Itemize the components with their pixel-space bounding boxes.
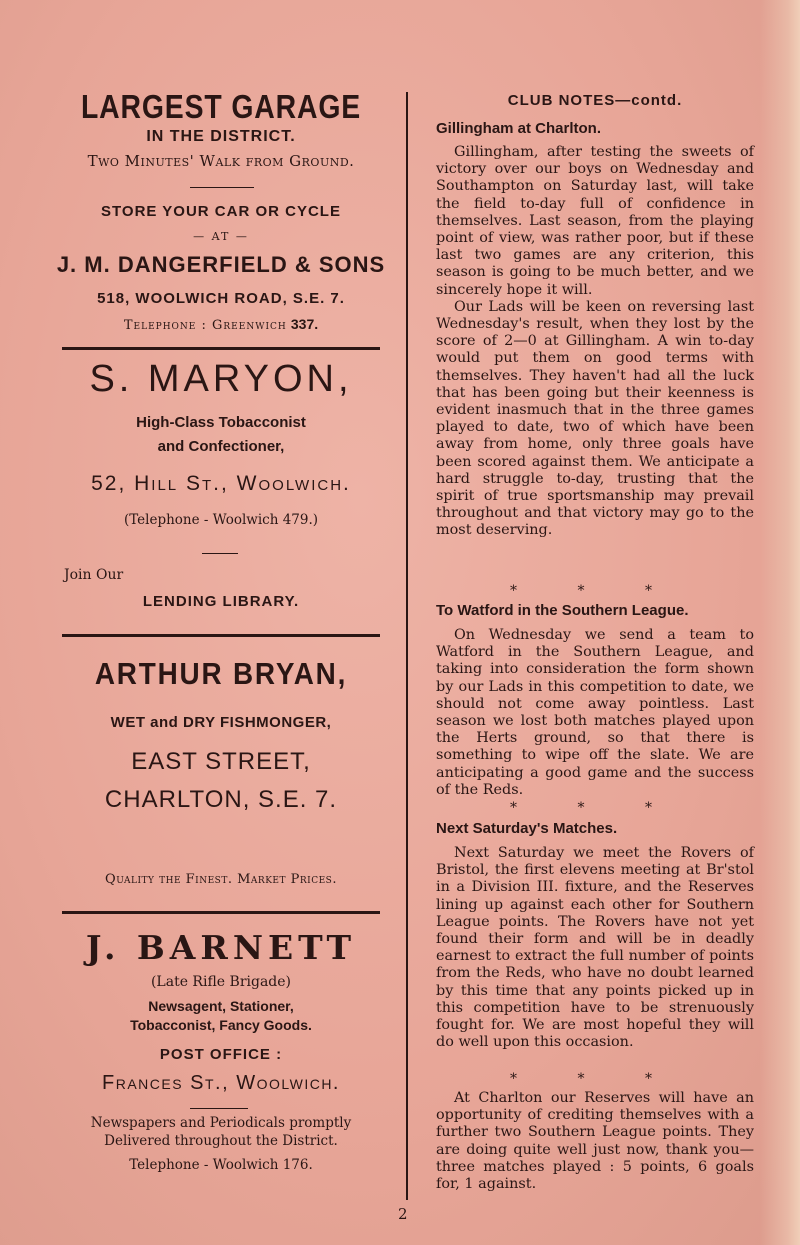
section-divider-stars: * * * xyxy=(510,800,680,816)
paragraph: Next Saturday we meet the Rovers of Bristol, the first elevens meeting at Br'stol in a Division III. fixture, and the Reserves lining up against each other for Southern League points. The Rovers have not yet found their form and will be in deadly earnest to extract the full number of points from the Reds, who have no doubt learned by this time that any points picked up in this competition have to be strenuously fought for. We are most hopeful they will do well upon this occasion. xyxy=(436,845,754,1051)
garage-title: LARGEST GARAGE xyxy=(80,88,362,125)
maryon-line2: and Confectioner, xyxy=(157,438,285,455)
section-next-saturday xyxy=(436,845,754,1051)
paragraph: Our Lads will be keen on reversing last Wednesday's result, when they lost by the score of 2—0 at Gillingham. A win to-day would put them on good terms with themselves. They haven't had all the luck that has been going but their keenness is evident inasmuch that in the three games played to date, two of which have been away from home, only three goals have been scored against them. We anticipate a hard struggle to-day, trusting that the spirit of true sportsmanship may prevail throughout and that victory may go to the most deserving. xyxy=(436,298,754,539)
section-heading-watford: To Watford in the Southern League. xyxy=(436,602,689,619)
bryan-trade: WET and DRY FISHMONGER, xyxy=(110,714,332,731)
garage-name: J. M. DANGERFIELD & SONS xyxy=(56,252,386,277)
divider xyxy=(190,187,254,188)
garage-at: — AT — xyxy=(193,230,249,243)
paragraph: On Wednesday we send a team to Watford in the Southern League, and taking into consideration the form shown by our Lads in this competition to date, we should not come away pointless. Last season we lost both matches played upon the Herts ground, so that there is something to wipe off the slate. We are anticipating a good game and the success of the Reds. xyxy=(436,627,754,798)
ad-separator xyxy=(62,634,380,637)
bryan-town: CHARLTON, S.E. 7. xyxy=(104,786,338,813)
bryan-street: EAST STREET, xyxy=(131,748,311,775)
garage-subtitle: IN THE DISTRICT. xyxy=(146,128,296,145)
maryon-name: S. MARYON, xyxy=(89,358,353,400)
page-edge xyxy=(760,0,800,1245)
barnett-delivery2: Delivered throughout the District. xyxy=(104,1133,338,1149)
page-number: 2 xyxy=(398,1205,408,1223)
section-heading-gillingham: Gillingham at Charlton. xyxy=(436,120,602,137)
garage-walk: Two Minutes' Walk from Ground. xyxy=(87,152,355,170)
section-reserves xyxy=(436,1090,754,1193)
barnett-line2: Tobacconist, Fancy Goods. xyxy=(130,1017,312,1033)
maryon-library: LENDING LIBRARY. xyxy=(142,593,300,610)
paragraph: Gillingham, after testing the sweets of victory over our boys on Wednesday and Southampton on Saturday last, will take the field to-day full of confidence in themselves. Last season, from the playing point of view, was rather poor, but if these last two games are any criterion, this season is going to be much better, and we sincerely hope it will. xyxy=(436,144,754,298)
barnett-delivery1: Newspapers and Periodicals promptly xyxy=(90,1115,352,1131)
section-heading-next-saturday: Next Saturday's Matches. xyxy=(436,820,618,837)
section-divider-stars: * * * xyxy=(510,1071,680,1087)
divider xyxy=(190,1108,248,1109)
garage-telephone xyxy=(56,316,386,333)
maryon-line1: High-Class Tobacconist xyxy=(136,414,306,431)
ad-separator xyxy=(62,911,380,914)
garage-address: 518, WOOLWICH ROAD, S.E. 7. xyxy=(97,290,345,307)
barnett-name: J. BARNETT xyxy=(85,928,357,967)
section-divider-stars: * * * xyxy=(510,583,680,599)
barnett-line1: Newsagent, Stationer, xyxy=(148,998,294,1014)
bryan-quality: Quality the Finest. Market Prices. xyxy=(105,872,337,887)
section-gillingham xyxy=(436,144,754,540)
section-watford xyxy=(436,627,754,799)
barnett-rank: (Late Rifle Brigade) xyxy=(150,974,292,990)
barnett-address: Frances St., Woolwich. xyxy=(102,1072,340,1094)
garage-store: STORE YOUR CAR OR CYCLE xyxy=(101,203,341,220)
maryon-telephone: (Telephone - Woolwich 479.) xyxy=(123,512,319,528)
divider xyxy=(202,553,238,554)
bryan-name: ARTHUR BRYAN, xyxy=(94,656,348,691)
barnett-telephone: Telephone - Woolwich 176. xyxy=(129,1157,313,1173)
barnett-post: POST OFFICE : xyxy=(159,1046,283,1063)
maryon-join: Join Our xyxy=(64,567,124,583)
notes-header: CLUB NOTES—contd. xyxy=(507,92,683,109)
maryon-address: 52, Hill St., Woolwich. xyxy=(91,472,351,495)
paragraph: At Charlton our Reserves will have an opportunity of crediting themselves with a further two Southern League points. They are doing quite well just now, thank you—three matches played : 5 points, 6 goals for, 1 against. xyxy=(436,1090,754,1193)
column-divider xyxy=(406,92,408,1200)
telephone-number: 337. xyxy=(290,316,319,332)
telephone-label: Telephone : Greenwich xyxy=(123,318,287,333)
ad-separator xyxy=(62,347,380,350)
